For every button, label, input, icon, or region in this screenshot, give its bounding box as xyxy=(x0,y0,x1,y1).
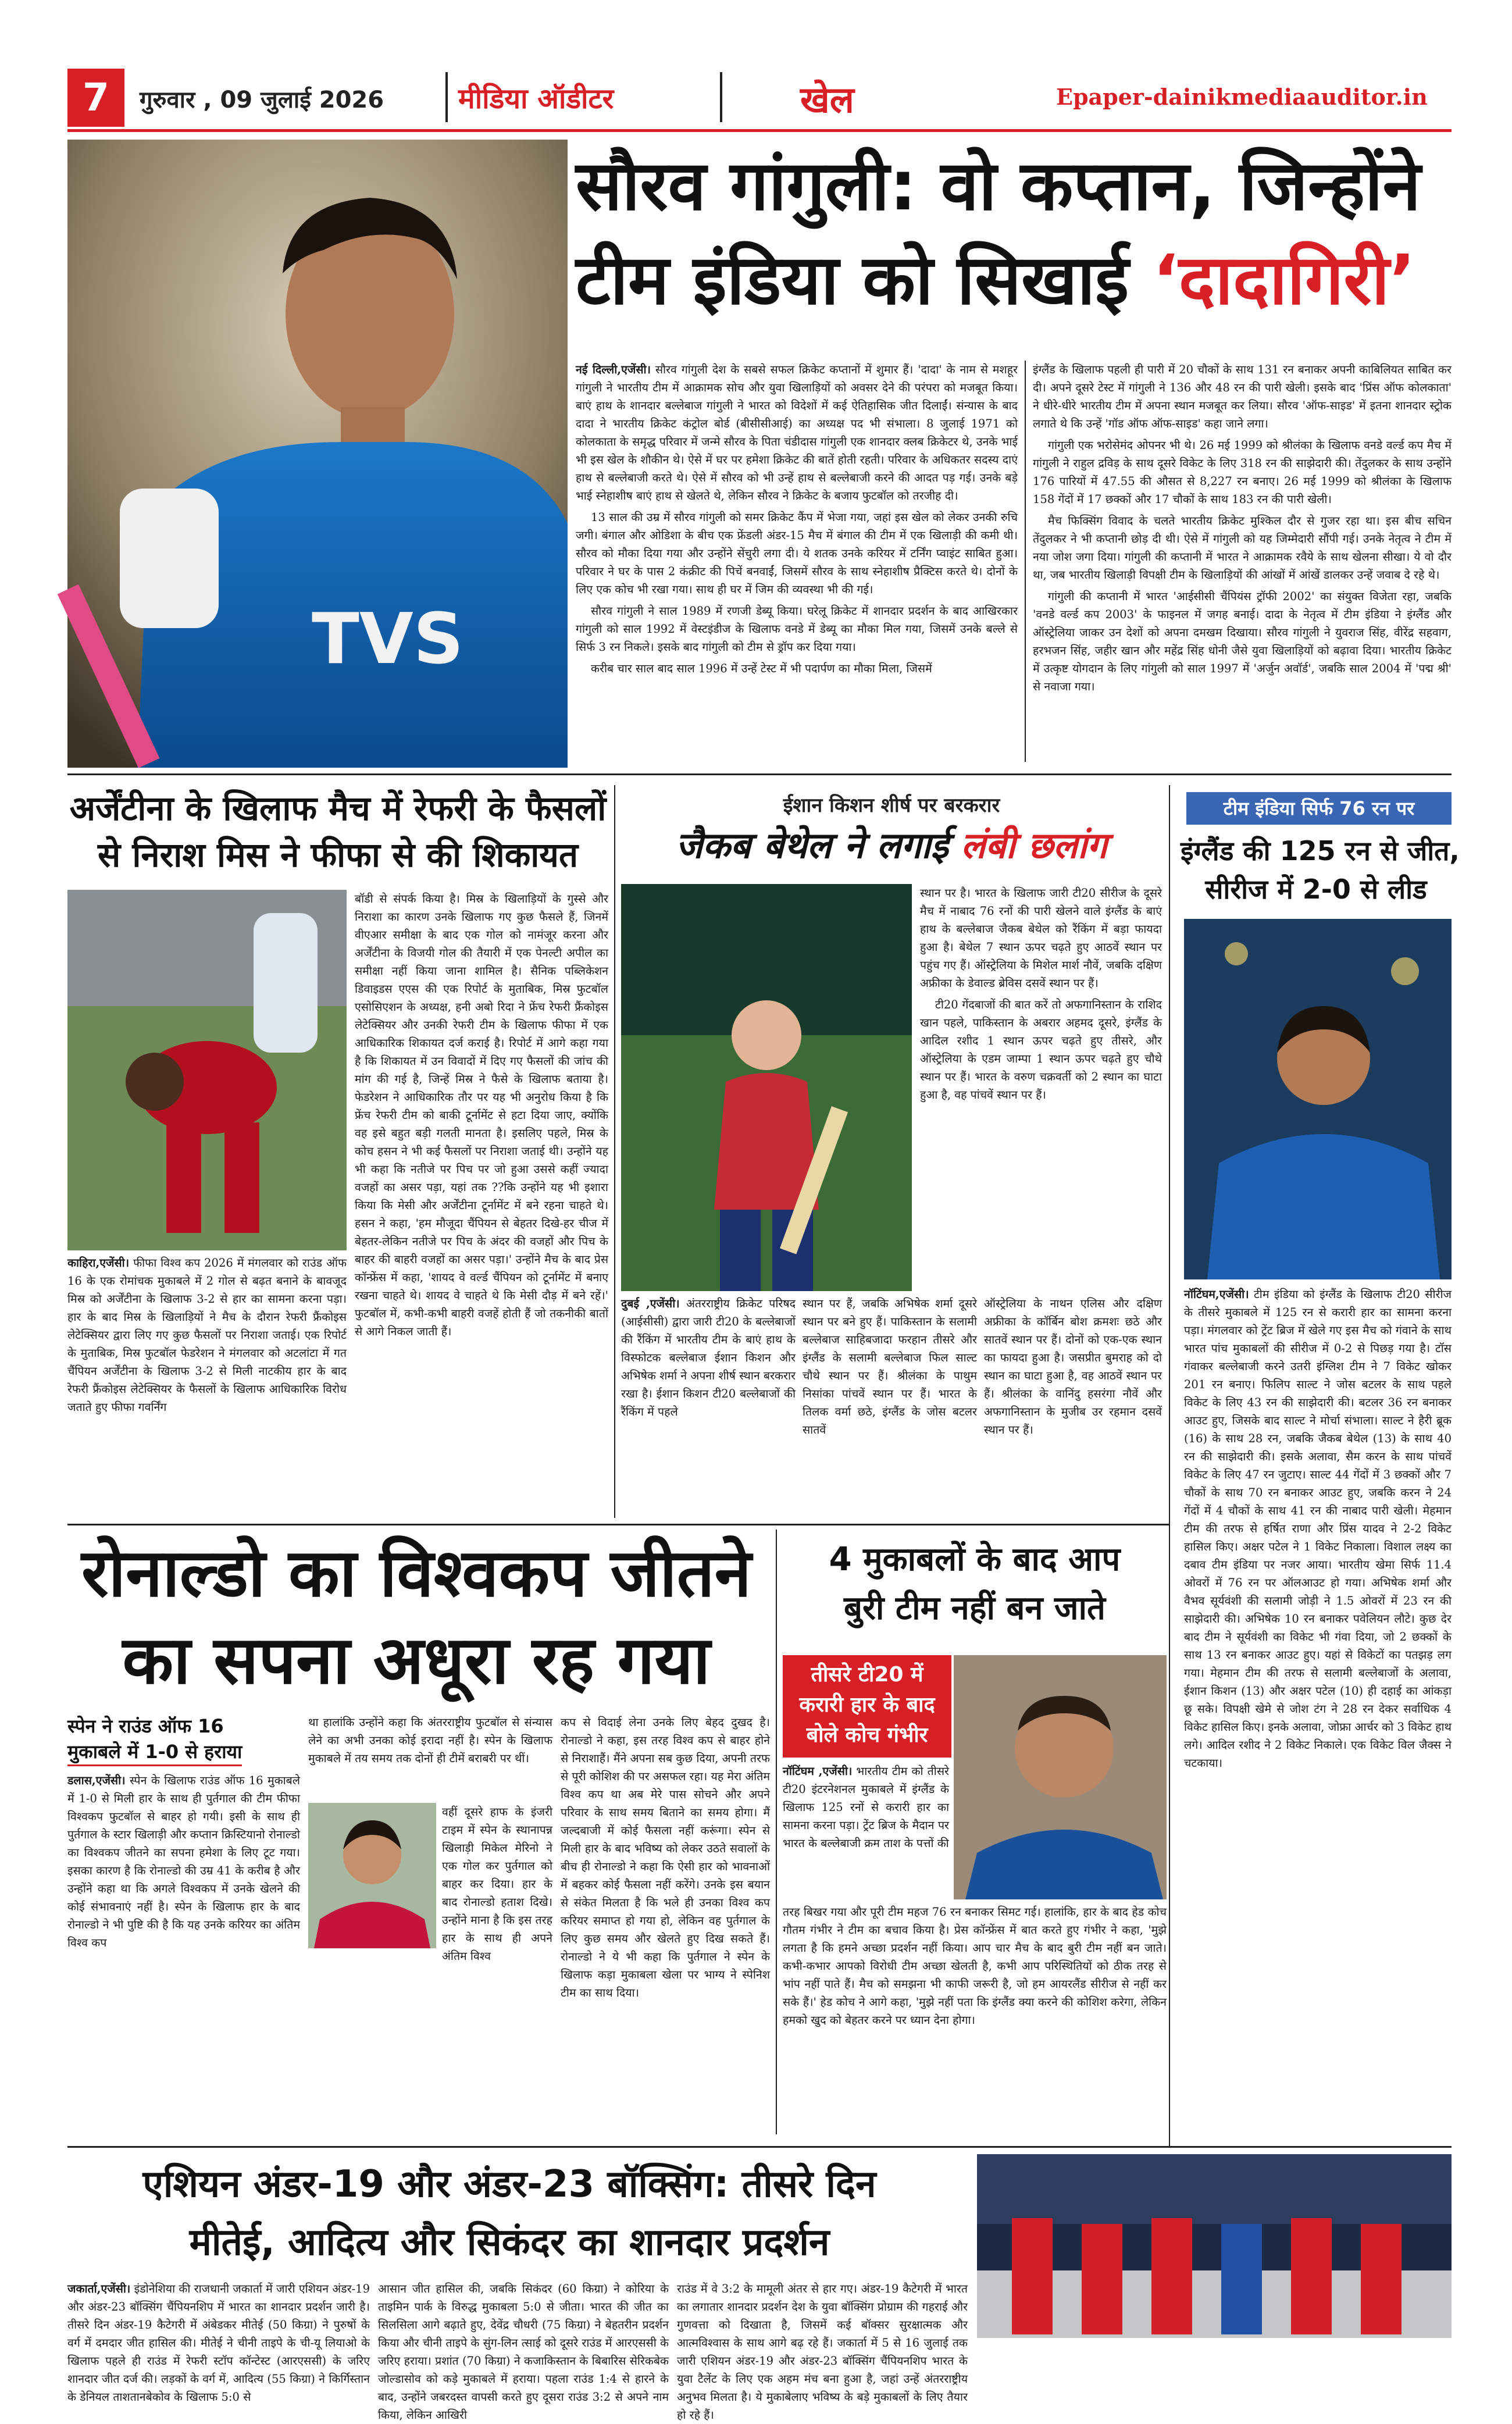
para: मैच फिक्सिंग विवाद के चलते भारतीय क्रिकेट मुश्किल दौर से गुजर रहा था। इस बीच सचिन तेंदुलकर ने भी कप्तानी छोड़ दी थी। ऐसे में गांगुली को यह जिम्मेदारी सौंपी गई। उनके नेतृत्व ने टीम में नया जोश जगा दिया। गांगुली की कप्तानी में भारत ने आक्रामक रवैये के साथ खेलना सीखा। ये वो दौर था, जब भारतीय खिलाड़ी विपक्षी टीम के खिलाड़ियों की आंखों में आंखें डालकर उन्हें जवाब दे रहे थे। xyxy=(1033,514,1452,582)
story1-col1 xyxy=(576,361,1018,768)
box-line-2: करारी हार के बाद xyxy=(799,1693,935,1717)
story1-headline xyxy=(576,142,1454,323)
story7-col2 xyxy=(378,2280,669,2422)
masthead xyxy=(67,69,1452,127)
headline-line-2: मीतेई, आदित्य और सिकंदर का शानदार प्रदर्शन xyxy=(189,2221,830,2264)
section-rule xyxy=(67,2146,1452,2148)
para: अंतरराष्ट्रीय क्रिकेट परिषद (आईसीसी) द्वारा जारी टी20 के बल्लेबाजों की रैंकिंग में भारतीय टीम के बाएं हाथ के विस्फोटक बल्लेबाज ईशान किशन और अभिषेक शर्मा ने अपना शीर्ष स्थान बरकरार रखा है। ईशान किशन टी20 बल्लेबाजों की रैंकिंग में पहले xyxy=(621,1297,796,1418)
story3-kicker: ईशान किशन शीर्ष पर बरकरार xyxy=(783,794,1000,817)
section-name: खेल xyxy=(800,79,854,121)
dateline: नई दिल्ली,एजेंसी। xyxy=(576,363,651,376)
para: राउंड में वे 3:2 के मामूली अंतर से हार गए। अंडर-19 कैटेगरी में भारत का लगातार शानदार प्रदर्शन देश के युवा बॉक्सिंग प्रोग्राम की गहराई और गुणवत्ता को दिखाता है, जिसमें कई बॉक्सर सुरक्षात्मक और आत्मविश्वास के साथ आगे बढ़ रहे हैं। जकार्ता में 5 से 16 जुलाई तक जारी एशियन अंडर-19 और अंडर-23 बॉक्सिंग चैंपियनशिप भारत के युवा टैलेंट के लिए एक अहम मंच बना हुआ है, जहां उन्हें अंतरराष्ट्रीय अनुभव मिलता है। ये मुकाबेलाए भविष्य के बड़े मुकाबलों के लिए तैयार हो रहे हैं। xyxy=(677,2282,968,2422)
story4-headline xyxy=(1181,832,1460,908)
box-line-3: बोले कोच गंभीर xyxy=(806,1723,928,1747)
subhead-line-1: स्पेन ने राउंड ऑफ 16 xyxy=(67,1715,224,1737)
subhead-line-2: मुकाबले में 1-0 से हराया xyxy=(67,1739,242,1766)
para: करीब चार साल बाद साल 1996 में उन्हें टेस्ट में भी पदार्पण का मौका मिला, जिसमें xyxy=(591,662,932,675)
headline-line-1: रोनाल्डो का विश्वकप जीतने xyxy=(81,1534,752,1612)
dateline: नॉटिंघम,एजेंसी। xyxy=(1184,1288,1249,1301)
para: इंडोनेशिया की राजधानी जकार्ता में जारी एशियन अंडर-19 और अंडर-23 बॉक्सिंग चैंपियनशिप में भारत का शानदार प्रदर्शन जारी है। तीसरे दिन अंडर-19 कैटेगरी में अंबेडकर मीतेई (50 किग्रा) ने पुरुषों के वर्ग में दमदार जीत हासिल की। मीतेई ने चीनी ताइपे के ची-यू लियाओ के खिलाफ पहले ही राउंड में रेफरी स्टॉप कॉन्टेस्ट (आरएससी) के जरिए शानदार जीत दर्ज की। लड़कों के वर्ग में, आदित्य (55 किग्रा) ने किर्गिस्तान के डेनियल ताशतानबेकोव के खिलाफ 5:0 से xyxy=(67,2282,370,2404)
headline-line-2 xyxy=(576,236,1454,323)
dateline: जकार्ता,एजेंसी। xyxy=(67,2282,131,2295)
headline-highlight: ‘दादागिरी’ xyxy=(1153,240,1416,320)
story7-headline xyxy=(67,2155,951,2272)
section-rule xyxy=(67,773,1452,775)
story5-headline xyxy=(67,1530,765,1704)
column-rule xyxy=(614,785,615,1518)
story6-box xyxy=(783,1655,951,1758)
story2-headline xyxy=(67,785,608,878)
para: इंग्लैंड के खिलाफ पहली ही पारी में 20 चौकों के साथ 131 रन बनाकर अपनी काबिलियत साबित कर दी। अपने दूसरे टेस्ट में गांगुली ने 136 और 48 रन की पारी खेली। इसके बाद 'प्रिंस ऑफ कोलकाता' ने धीरे-धीरे भारतीय टीम में अपना स्थान मजबूत कर लिया। सौरव 'ऑफ-साइड' में इतना शानदार स्ट्रोक लगाते थे कि उन्हें 'गॉड ऑफ ऑफ-साइड' कहा जाने लगा। xyxy=(1033,363,1452,430)
page-number: 7 xyxy=(67,69,124,127)
story1-col2 xyxy=(1033,361,1452,768)
masthead-divider xyxy=(720,72,722,122)
story3-headline xyxy=(621,820,1162,869)
paper-name: मीडिया ऑडीटर xyxy=(458,83,614,115)
story4-body xyxy=(1184,1285,1452,2146)
egypt-player-photo xyxy=(67,890,347,1250)
story7-col3 xyxy=(677,2280,968,2422)
column-rule xyxy=(1169,785,1170,2146)
story5-col1 xyxy=(67,1771,300,2126)
bethell-photo xyxy=(621,884,912,1291)
headline-line-1: सौरव गांगुली: वो कप्तान, जिन्होंने xyxy=(576,145,1421,226)
para: 13 साल की उम्र में सौरव गांगुली को समर क्रिकेट कैंप में भेजा गया, जहां इस खेल को लेकर उनकी रुचि जगी। बंगाल और ओडिशा के बीच एक फ्रेंडली अंडर-15 मैच में बंगाल की टीम में एक खिलाड़ी की कमी थी। सौरव को मौका दिया गया और उन्होंने सेंचुरी लगा दी। ये शतक उनके करियर में टर्निंग प्वाइंट साबित हुआ। परिवार ने घर के पास 2 कंक्रीट की पिचें बनवाईं, जिसमें सौरव के साथ स्नेहाशीष प्रैक्टिस करते थे। दोनों के लिए एक कोच भी रखा गया। साथ ही घर में जिम की व्यवस्था भी की गई। xyxy=(576,511,1018,596)
story2-col1 xyxy=(67,1254,347,1521)
para: टीम इंडिया को इंग्लैंड के खिलाफ टी20 सीरीज के तीसरे मुकाबले में 125 रन से करारी हार का सामना करना पड़ा। मंगलवार को ट्रेंट ब्रिज में खेले गए इस मैच को गंवाने के साथ भारत पांच मुकाबलों की सीरीज में 0-2 से पिछड़ गया है। टॉस गंवाकर बल्लेबाजी करने उतरी इंग्लिश टीम ने 7 विकेट खोकर 201 रन बनाए। फिलिप साल्ट ने जोस बटलर के साथ पहले विकेट के लिए 43 रन की साझेदारी की। बटलर 36 रन बनाकर आउट हुए, जिसके बाद साल्ट ने मोर्चा संभाला। साल्ट ने हैरी ब्रूक (16) के साथ 28 रन, जबकि जैकब बेथेल (13) के साथ 40 रन की साझेदारी की। इसके अलावा, सैम करन के साथ पांचवें विकेट के लिए 47 रन जुटाए। साल्ट 44 गेंदों में 3 छक्कों और 7 चौकों के साथ 70 रन बनाकर आउट हुए, जबकि करन ने 24 गेंदों में 4 चौकों के साथ 41 रन की नाबाद पारी खेली। मेहमान टीम की तरफ से हर्षित राणा और प्रिंस यादव ने 2-2 विकेट हासिल किए। अक्षर पटेल ने 1 विकेट निकाला। विशाल लक्ष्य का दबाव टीम इंडिया पर नजर आया। भारतीय खेमा सिर्फ 11.4 ओवरों में 76 रन पर ऑलआउट हो गया। अभिषेक शर्मा और वैभव सूर्यवंशी की सलामी जोड़ी ने 1.5 ओवरों में 23 रन की साझेदारी की। अभिषेक 10 रन बनाकर पवेलियन लौटे। कुछ देर बाद टीम ने सूर्यवंशी का विकेट भी गंवा दिया, जो 2 छक्कों के साथ 13 रन बनाकर आउट हुए। यहां से विकेटों का पतझड़ लग गया। मेहमान टीम की तरफ से सलामी बल्लेबाजों के अलावा, ईशान किशन (13) और अक्षर पटेल (10) ही दहाई का आंकड़ा छू सके। विपक्षी खेमे से जोश टंग ने 28 रन देकर सर्वाधिक 4 विकेट हासिल किए। इनके अलावा, जोफ्रा आर्चर को 3 विकेट हाथ लगे। आदिल रशीद ने 2 विकेट निकाले। एक विकेट विल जैक्स ने चटकाया। xyxy=(1184,1288,1452,1770)
para: बॉडी से संपर्क किया है। मिस्र के खिलाड़ियों के गुस्से और निराशा का कारण उनके खिलाफ गए कुछ फैसले हैं, जिनमें वीएआर समीक्षा के बाद एक गोल को नामंजूर करना और अर्जेंटीना के विजयी गोल की तैयारी में एक पेनल्टी अपील का समीक्षा नहीं किया जाना शामिल है। सैनिक पब्लिकेशन डिवाइडस एएस की एक रिपोर्ट के मुताबिक, मिस्र फुटबॉल एसोसिएशन के अध्यक्ष, हनी अबो रिदा ने फ्रेंच रेफरी फ्रैंकोइस लेटेक्सियर और उनकी रेफरी टीम के खिलाफ फीफा में एक आधिकारिक शिकायत दर्ज कराई है। रिपोर्ट में आगे कहा गया है कि शिकायत में उन विवादों में दिए गए फैसलों की जांच की मांग की गई है, जिन्हें मिस्र ने फैसे के खिलाफ बताया है। फेडरेशन ने आधिकारिक तौर पर यह भी अनुरोध किया है कि फ्रेंच रेफरी टीम को बाकी टूर्नामेंट से हटा दिया जाए, क्योंकि वह इसे बहुत बड़ी गलती मानता है। इसलिए पहले, मिस्र के कोच हसन ने भी कई फैसलों पर निराशा जताई थी। उन्होंने यह भी कहा कि नतीजे पर पिच पर जो हुआ उससे कहीं ज्यादा वजहों का असर पड़ा, यहां तक ??कि उन्होंने यह भी इशारा किया कि मेसी और अर्जेंटीना टूर्नामेंट में बने रहना चाहते थे। हसन ने कहा, 'हम मौजूदा चैंपियन से बेहतर दिखे-हर चीज में बेहतर-लेकिन नतीजे पर पिच के अंदर की वजहों और पिच के बाहर की बाहरी वजहों का असर पड़ा।' उन्होंने मैच के बाद प्रेस कॉन्फ्रेंस में कहा, 'शायद वे वर्ल्ड चैंपियन को टूर्नामेंट में बनाए रखना चाहते थे। शायद वे चाहते थे कि मेसी दौड़ में बने रहें।' फुटबॉल में, कभी-कभी बाहरी वजहें होती हैं जो तकनीकी बातों से आगे निकल जाती हैं। xyxy=(355,892,608,1338)
para: सौरव गांगुली ने साल 1989 में रणजी डेब्यू किया। घरेलू क्रिकेट में शानदार प्रदर्शन के बाद आखिरकार गांगुली को साल 1992 में वेस्टइंडीज के खिलाफ वनडे में डेब्यू का मौका मिल गया, जिसमें उनके बल्ले से सिर्फ 3 रन निकले। इसके बाद गांगुली को टीम से ड्रॉप कर दिया गया। xyxy=(576,604,1018,654)
dateline: दुबई ,एजेंसी। xyxy=(621,1297,680,1310)
para: गांगुली एक भरोसेमंद ओपनर भी थे। 26 मई 1999 को श्रीलंका के खिलाफ वनडे वर्ल्ड कप मैच में गांगुली ने राहुल द्रविड़ के साथ दूसरे विकेट के लिए 318 रन की साझेदारी की। तेंदुलकर के साथ उन्होंने 176 पारियों में 47.55 की औसत से 8,227 रन बनाए। 26 मई 1999 को श्रीलंका के खिलाफ 158 गेंदों में 17 छक्कों और 17 चौकों के साथ 183 रन की पारी खेली। xyxy=(1033,439,1452,506)
boxing-photo xyxy=(977,2154,1452,2338)
story3-bottom-col3 xyxy=(984,1295,1162,1518)
para: वहीं दूसरे हाफ के इंजरी टाइम में स्पेन के स्थानापन्न खिलाड़ी मिकेल मेरिनो ने एक गोल कर पुर्तगाल को बाहर कर दिया। हार के बाद रोनाल्डो हताश दिखे। उन्होंने माना है कि इस तरह हार के साथ ही अपने अंतिम विश्व xyxy=(442,1805,552,1963)
story6-beside xyxy=(783,1762,949,1902)
story6-body xyxy=(783,1903,1167,2130)
svg-text:TVS: TVS xyxy=(312,599,464,680)
column-rule xyxy=(776,1530,777,2134)
para: कप से विदाई लेना उनके लिए बेहद दुखद है। रोनाल्डो ने कहा, इस तरह विश्व कप से बाहर होने से निराशाहैं। मैंने अपना सब कुछ दिया, अपनी तरफ से पूरी कोशिश की पर असफल रहा। यह मेरा अंतिम विश्व कप था अब मेरे पास सोचने और अपने परिवार के साथ समय बिताने का समय होगा। मैं जल्दबाजी में कोई फैसला नहीं करूंगा। स्पेन से मिली हार के बाद भविष्य को लेकर उठते सवालों के बीच ही रोनाल्डो ने कहा कि ऐसी हार को भावनाओं में बहकर कोई फैसला नहीं करेंगे। उनके इस बयान से संकेत मिलता है कि भले ही उनका विश्व कप करियर समाप्त हो गया हो, लेकिन वह पुर्तगाल के लिए कुछ समय और खेलते हुए दिख सकते हैं। रोनाल्डो ने ये भी कहा कि पुर्तगाल ने स्पेन के खिलाफ कड़ा मुकाबला खेला पर भाग्य ने स्पेनिश टीम का साथ दिया। xyxy=(561,1716,770,1999)
headline-line-2: से निराश मिस ने फीफा से की शिकायत xyxy=(97,835,579,875)
para: आसान जीत हासिल की, जबकि सिकंदर (60 किग्रा) ने कोरिया के ताइमिन पार्क के विरुद्ध मुकाबला 5:0 से जीता। भारत की जीत का सिलसिला आगे बढ़ाते हुए, देवेंद्र चौधरी (75 किग्रा) ने बेहतरीन प्रदर्शन किया और चीनी ताइपे के सुंग-लिन त्साई को दूसरे राउंड में आरएससी के जरिए हराया। प्रशांत (70 किग्रा) ने कजाकिस्तान के बिबारिस सेरिकबेक जोल्डासोव को कड़े मुकाबले में हराया। पहला राउंड 1:4 से हारने के बाद, उन्होंने जबरदस्त वापसी करते हुए दूसरा राउंड 3:2 से अपने नाम किया, लेकिन आखिरी xyxy=(378,2282,669,2422)
para: तरह बिखर गया और पूरी टीम महज 76 रन बनाकर सिमट गई। हालांकि, हार के बाद हेड कोच गौतम गंभीर ने टीम का बचाव किया है। प्रेस कॉन्फ्रेंस में बात करते हुए गंभीर ने कहा, 'मुझे लगता है कि हमने अच्छा प्रदर्शन नहीं किया। आप चार मैच के बाद बुरी टीम नहीं बन जाते। कभी-कभार आपको विरोधी टीम अच्छा खेलती है, कभी आप परिस्थितियों को ठीक तरह से भांप नहीं पाते हैं। मैच को समझना भी काफी जरूरी है, जो हम आयरलैंड सीरीज से नहीं कर सके हैं।' हेड कोच ने आगे कहा, 'मुझे नहीं पता कि इंग्लैंड क्या करने की कोशिश करेगा, लेकिन हमको खुद को बेहतर करने पर ध्यान देना होगा। xyxy=(783,1905,1167,2027)
story3-bottom-col2 xyxy=(803,1295,977,1518)
headline-highlight: लंबी छलांग xyxy=(961,824,1107,867)
para: स्थान पर है। भारत के खिलाफ जारी टी20 सीरीज के दूसरे मैच में नाबाद 76 रनों की पारी खेलने वाले इंग्लैंड के बाएं हाथ के बल्लेबाज जैकब बेथेल को रैंकिंग में बड़ा फायदा हुआ है। बेथेल 7 स्थान ऊपर चढ़ते हुए आठवें स्थान पर पहुंच गए हैं। ऑस्ट्रेलिया के मिशेल मार्श नौवें, जबकि दक्षिण अफ्रीका के डेवाल्ड ब्रेविस दसवें स्थान पर हैं। xyxy=(920,886,1162,990)
section-rule xyxy=(67,1524,1169,1525)
dateline: नॉटिंघम ,एजेंसी। xyxy=(783,1764,853,1778)
story4-tag: टीम इंडिया सिर्फ 76 रन पर xyxy=(1186,792,1452,825)
story3-bottom-col1 xyxy=(621,1295,796,1518)
masthead-rule xyxy=(67,129,1452,132)
masthead-divider xyxy=(445,72,448,122)
dateline: डलास,एजेंसी। xyxy=(67,1774,126,1787)
headline-line-2: सीरीज में 2-0 से लीड xyxy=(1205,874,1427,905)
para: गांगुली की कप्तानी में भारत 'आईसीसी चैंपियंस ट्रॉफी 2002' का संयुक्त विजेता रहा, जबकि 'वनडे वर्ल्ड कप 2003' के फाइनल में जगह बनाई। दादा के नेतृत्व में टीम इंडिया ने इंग्लैंड और ऑस्ट्रेलिया जाकर उन देशों को अपना दमखम दिखाया। सौरव गांगुली ने युवराज सिंह, वीरेंद्र सहवाग, हरभजन सिंह, जहीर खान और महेंद्र सिंह धोनी जैसे युवा खिलाड़ियों को बढ़ावा दिया। भारतीय क्रिकेट में उत्कृष्ट योगदान के लिए गांगुली को साल 1997 में 'अर्जुन अवॉर्ड', जबकि साल 2004 में 'पद्म श्री' से नवाजा गया। xyxy=(1033,590,1452,693)
para: भारतीय टीम को तीसरे टी20 इंटरनेशनल मुकाबले में इंग्लैंड के खिलाफ 125 रनों से करारी हार का सामना करना पड़ा। ट्रेंट ब्रिज के मैदान पर भारत के बल्लेबाजी क्रम ताश के पत्तों की xyxy=(783,1764,950,1850)
dateline: काहिरा,एजेंसी। xyxy=(67,1256,130,1270)
headline-line-2: बुरी टीम नहीं बन जाते xyxy=(844,1589,1106,1627)
story6-headline xyxy=(783,1535,1167,1633)
story3-right xyxy=(920,884,1162,1291)
story5-col2-bottom xyxy=(308,1803,552,2129)
headline-part: जैकब बेथेल ने लगाई xyxy=(676,824,961,867)
story2-col2 xyxy=(355,890,608,1518)
para: स्थान पर हैं, जबकि अभिषेक शर्मा दूसरे स्थान पर बने हुए हैं। पाकिस्तान के सलामी बल्लेबाज साहिबजादा फरहान तीसरे और इंग्लैंड के सलामी बल्लेबाज फिल साल्ट चौथे स्थान पर हैं। श्रीलंका के पाथुम निसांका पांचवें स्थान पर हैं। भारत के तिलक वर्मा छठे, इंग्लैंड के जोस बटलर सातवें xyxy=(803,1297,977,1436)
para: था हालांकि उन्होंने कहा कि अंतरराष्ट्रीय फुटबॉल से संन्यास लेने का अभी उनका कोई इरादा नहीं है। स्पेन के खिलाफ मुकाबले में तय समय तक दोनों ही टीमें बराबरी पर थीं। xyxy=(308,1716,552,1765)
ganguly-photo xyxy=(67,140,568,768)
headline-line-1: इंग्लैंड की 125 रन से जीत, xyxy=(1181,835,1460,867)
para: स्पेन के खिलाफ राउंड ऑफ 16 मुकाबले में 1-0 से मिली हार के साथ ही पुर्तगाल की टीम फीफा विश्वकप फुटबॉल से बाहर हो गयी। इसी के साथ ही पुर्तगाल के स्टार खिलाड़ी और कप्तान क्रिस्टियानो रोनाल्डो का विश्वकप जीतने का सपना हमेशा के लिए टूट गया। इसका कारण है कि रोनाल्डो की उम्र 41 के करीब है और उन्होंने कहा था कि अगले विश्वकप में उनके खेलने की कोई संभावनाएं नहीं है। स्पेन के खिलाफ हार के बाद रोनाल्डो ने भी पुष्टि की है कि यह उनके करियर का अंतिम विश्व कप xyxy=(67,1774,300,1949)
story7-col1 xyxy=(67,2280,370,2404)
para: टी20 गेंदबाजों की बात करें तो अफगानिस्तान के राशिद खान पहले, पाकिस्तान के अबरार अहमद दूसरे, इंग्लैंड के आदिल रशीद 1 स्थान ऊपर चढ़ते हुए तीसरे, और ऑस्ट्रेलिया के एडम जाम्पा 1 स्थान ऊपर चढ़ते हुए चौथे स्थान पर हैं। भारत के वरुण चक्रवर्ती को 2 स्थान का घाटा हुआ है, वह पांचवें स्थान पर हैं। xyxy=(920,998,1162,1102)
column-rule xyxy=(1025,361,1026,762)
headline-part: टीम इंडिया को सिखाई xyxy=(576,240,1153,320)
site-url[interactable]: Epaper-dainikmediaauditor.in xyxy=(1056,84,1428,110)
story5-subhead xyxy=(67,1713,300,1766)
para: फीफा विश्व कप 2026 में मंगलवार को राउंड ऑफ 16 के एक रोमांचक मुकाबले में 2 गोल से बढ़त बनाने के बावजूद मिस्र को अर्जेंटीना के खिलाफ 3-2 से हार का सामना करना पड़ा। हार के बाद मिस्र के खिलाड़ियों ने मैच के दौरान रेफरी फ्रैंकोइस लेटेक्सियर द्वारा लिए गए कुछ फैसलों पर निराशा जताई। एक रिपोर्ट के मुताबिक, मिस्र फुटबॉल फेडरेशन ने मंगलवार को अटलांटा में गत चैंपियन अर्जेंटीना के खिलाफ 3-2 से मिली नाटकीय हार के बाद रेफरी फ्रैंकोइस लेटेक्सियर के फैसलों के खिलाफ आधिकारिक विरोध जताते हुए फीफा गवर्निंग xyxy=(67,1256,347,1414)
story5-col3 xyxy=(561,1713,770,2129)
issue-date: गुरुवार , 09 जुलाई 2026 xyxy=(140,87,384,113)
para: सौरव गांगुली देश के सबसे सफल क्रिकेट कप्तानों में शुमार हैं। 'दादा' के नाम से मशहूर गांगुली ने भारतीय टीम में आक्रामक सोच और युवा खिलाड़ियों को अवसर देने की परंपरा को मजबूत किया। बाएं हाथ के शानदार बल्लेबाज गांगुली ने भारत को विदेशों में कई ऐतिहासिक जीत दिलाईं। संन्यास के बाद दादा ने भारतीय क्रिकेट कंट्रोल बोर्ड (बीसीसीआई) का अध्यक्ष पद भी संभाला। 8 जुलाई 1971 को कोलकाता के समृद्ध परिवार में जन्मे सौरव के पिता चंडीदास गांगुली एक शानदार क्लब क्रिकेटर थे, उनके भाई भी इस खेल के शौकीन थे। ऐसे में घर पर हमेशा क्रिकेट की बातें होती रहती। परिवार के अधिकतर सदस्य दाएं हाथ से बल्लेबाजी करते थे। ऐसे में सौरव को भी उन्हें हाथ से बल्लेबाजी करने की आदत पड़ गई। उनके बड़े भाई स्नेहाशीष बाएं हाथ से खेलते थे, लेकिन सौरव ने क्रिकेट के बजाय फुटबॉल को तरजीह दी। xyxy=(576,363,1018,502)
headline-line-1: अर्जेंटीना के खिलाफ मैच में रेफरी के फैसलों xyxy=(69,789,607,828)
headline-line-1: एशियन अंडर-19 और अंडर-23 बॉक्सिंग: तीसरे दिन xyxy=(142,2163,876,2206)
headline-line-1: 4 मुकाबलों के बाद आप xyxy=(829,1541,1121,1578)
headline-line-2: का सपना अधूरा रह गया xyxy=(122,1621,711,1699)
box-line-1: तीसरे टी20 में xyxy=(811,1663,923,1687)
story5-col2-top xyxy=(308,1713,552,1801)
para: ऑस्ट्रेलिया के नाथन एलिस और दक्षिण अफ्रीका के कॉर्बिन बोश क्रमशः छठे और सातवें स्थान पर हैं। दोनों को एक-एक स्थान का फायदा हुआ है। जसप्रीत बुमराह को दो स्थान का घाटा हुआ है, वह आठवें स्थान पर हैं। श्रीलंका के वानिंदु हसरंगा नौवें और अफगानिस्तान के मुजीब उर रहमान दसवें स्थान पर हैं। xyxy=(984,1297,1162,1436)
kohli-photo xyxy=(1184,919,1452,1279)
gambhir-photo xyxy=(954,1655,1167,1899)
